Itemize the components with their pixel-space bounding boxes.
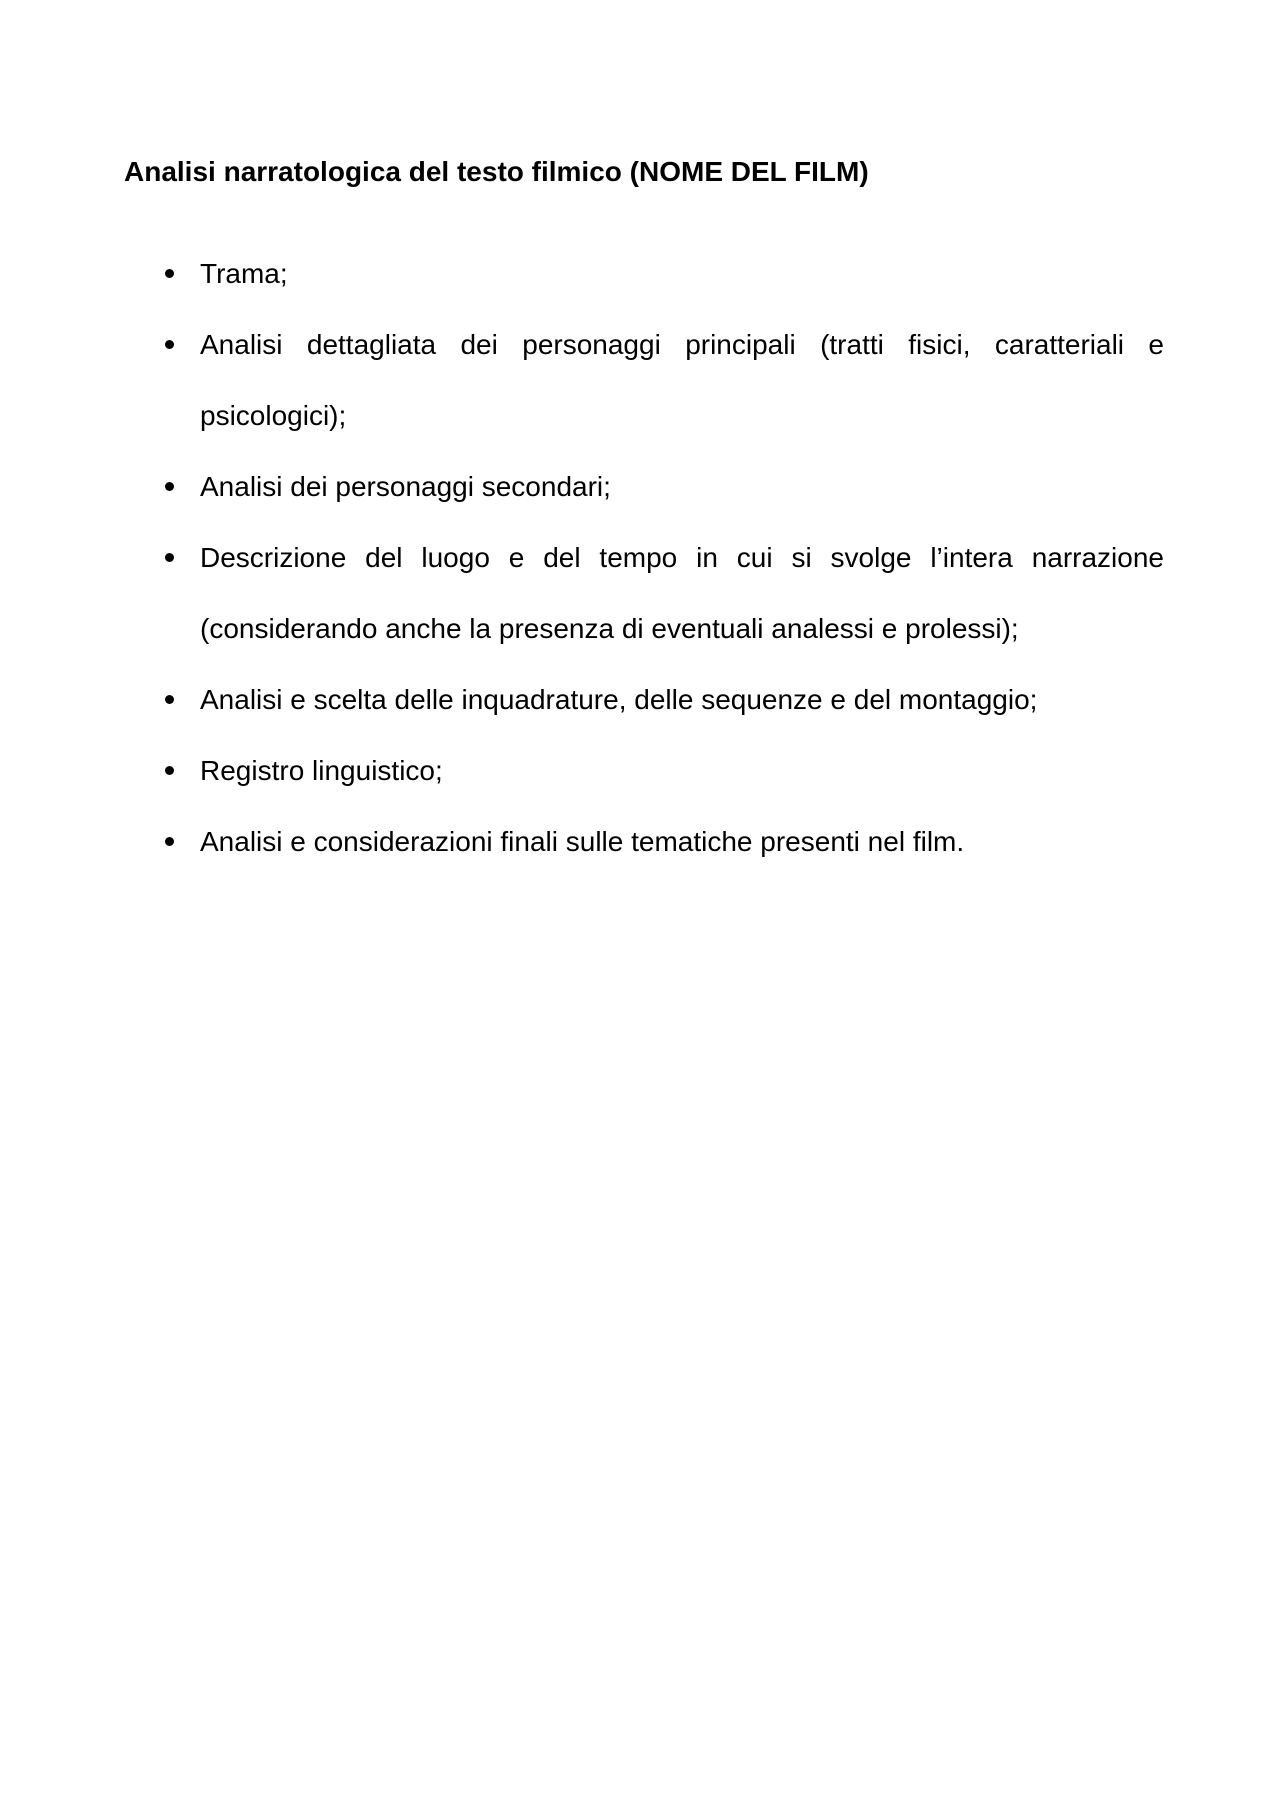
list-item-text: Trama; [200, 258, 288, 289]
list-item-trama [200, 238, 1164, 309]
list-item-text: Descrizione del luogo e del tempo in cui si svolge l’intera narrazione (considerando anche la presenza di eventuali analessi e prolessi); [200, 542, 1164, 644]
list-item-text: Analisi e scelta delle inquadrature, delle sequenze e del montaggio; [200, 684, 1038, 715]
list-item-main-characters [200, 309, 1164, 451]
list-item-final-considerations [200, 806, 1164, 877]
bullet-icon [165, 766, 174, 775]
list-item-shots-and-editing [200, 664, 1164, 735]
bullet-icon [165, 553, 174, 562]
list-item-text: Analisi dei personaggi secondari; [200, 471, 611, 502]
document-title: Analisi narratologica del testo filmico (NOME DEL FILM) [124, 156, 869, 187]
list-item-text: Registro linguistico; [200, 755, 443, 786]
bullet-list [200, 238, 1164, 877]
list-item-place-and-time [200, 522, 1164, 664]
list-item-text: Analisi e considerazioni finali sulle tematiche presenti nel film. [200, 826, 965, 857]
bullet-icon [165, 695, 174, 704]
list-item-text: Analisi dettagliata dei personaggi principali (tratti fisici, caratteriali e psicologici); [200, 329, 1164, 431]
bullet-icon [165, 340, 174, 349]
bullet-icon [165, 837, 174, 846]
bullet-icon [165, 482, 174, 491]
list-item-secondary-characters [200, 451, 1164, 522]
list-item-linguistic-register [200, 735, 1164, 806]
bullet-icon [165, 269, 174, 278]
